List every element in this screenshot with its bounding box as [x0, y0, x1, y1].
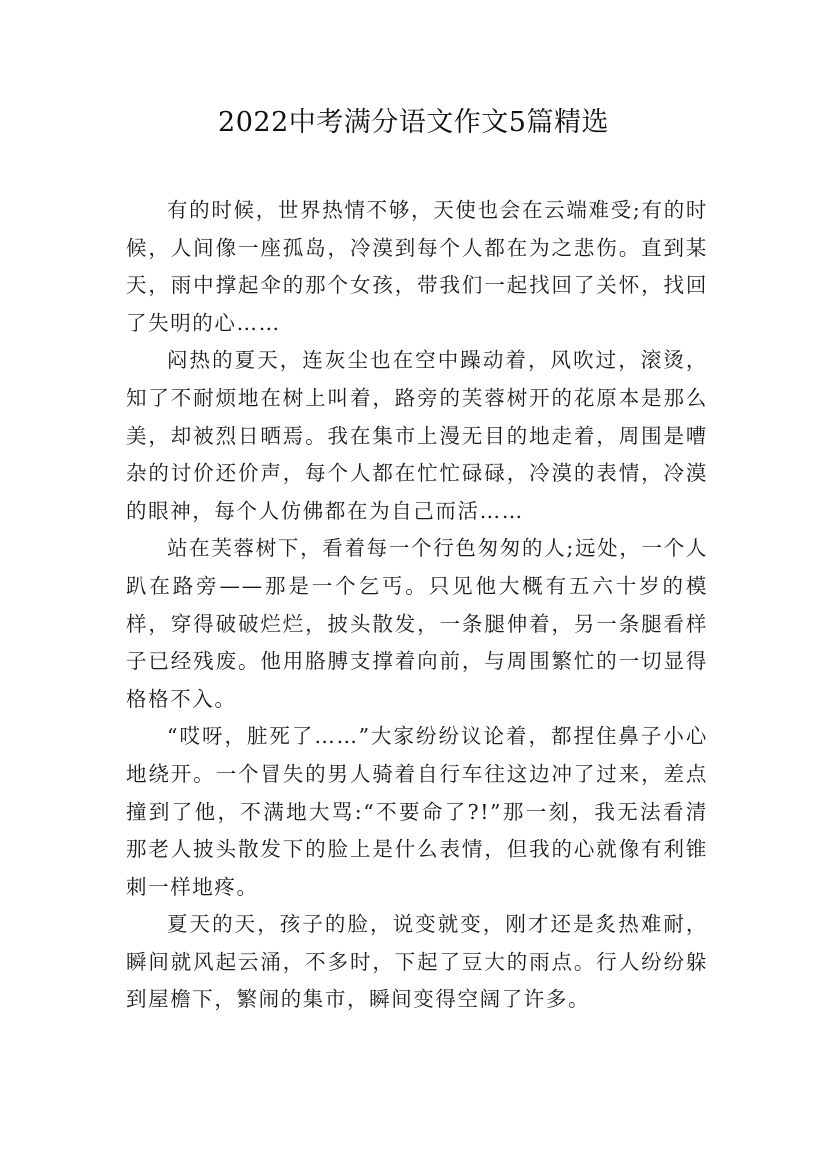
paragraph-1: 有的时候，世界热情不够，天使也会在云端难受;有的时候，人间像一座孤岛，冷漠到每个人都在为之悲伤。直到某天，雨中撑起伞的那个女孩，带我们一起找回了关怀，找回了失明的心……	[126, 198, 708, 335]
document-title: 2022中考满分语文作文5篇精选	[218, 107, 609, 138]
paragraph-4: “哎呀，脏死了……”大家纷纷议论着，都捏住鼻子小心地绕开。一个冒失的男人骑着自行车往这边冲了过来，差点撞到了他，不满地大骂:“不要命了?!”那一刻，我无法看清那老人披头散发下的脸上是什么表情，但我的心就像有利锥刺一样地疼。	[126, 724, 708, 899]
paragraph-2: 闷热的夏天，连灰尘也在空中躁动着，风吹过，滚烫，知了不耐烦地在树上叫着，路旁的芙蓉树开的花原本是那么美，却被烈日晒焉。我在集市上漫无目的地走着，周围是嘈杂的讨价还价声，每个人都在忙忙碌碌，冷漠的表情，冷漠的眼神，每个人仿佛都在为自己而活……	[126, 348, 708, 523]
document-body	[126, 192, 708, 1019]
paragraph-5: 夏天的天，孩子的脸，说变就变，刚才还是炙热难耐，瞬间就风起云涌，不多时，下起了豆大的雨点。行人纷纷躲到屋檐下，繁闹的集市，瞬间变得空阔了许多。	[126, 912, 708, 1012]
paragraph-3: 站在芙蓉树下，看着每一个行色匆匆的人;远处，一个人趴在路旁——那是一个乞丐。只见他大概有五六十岁的模样，穿得破破烂烂，披头散发，一条腿伸着，另一条腿看样子已经残废。他用胳膊支撑着向前，与周围繁忙的一切显得格格不入。	[126, 536, 708, 711]
